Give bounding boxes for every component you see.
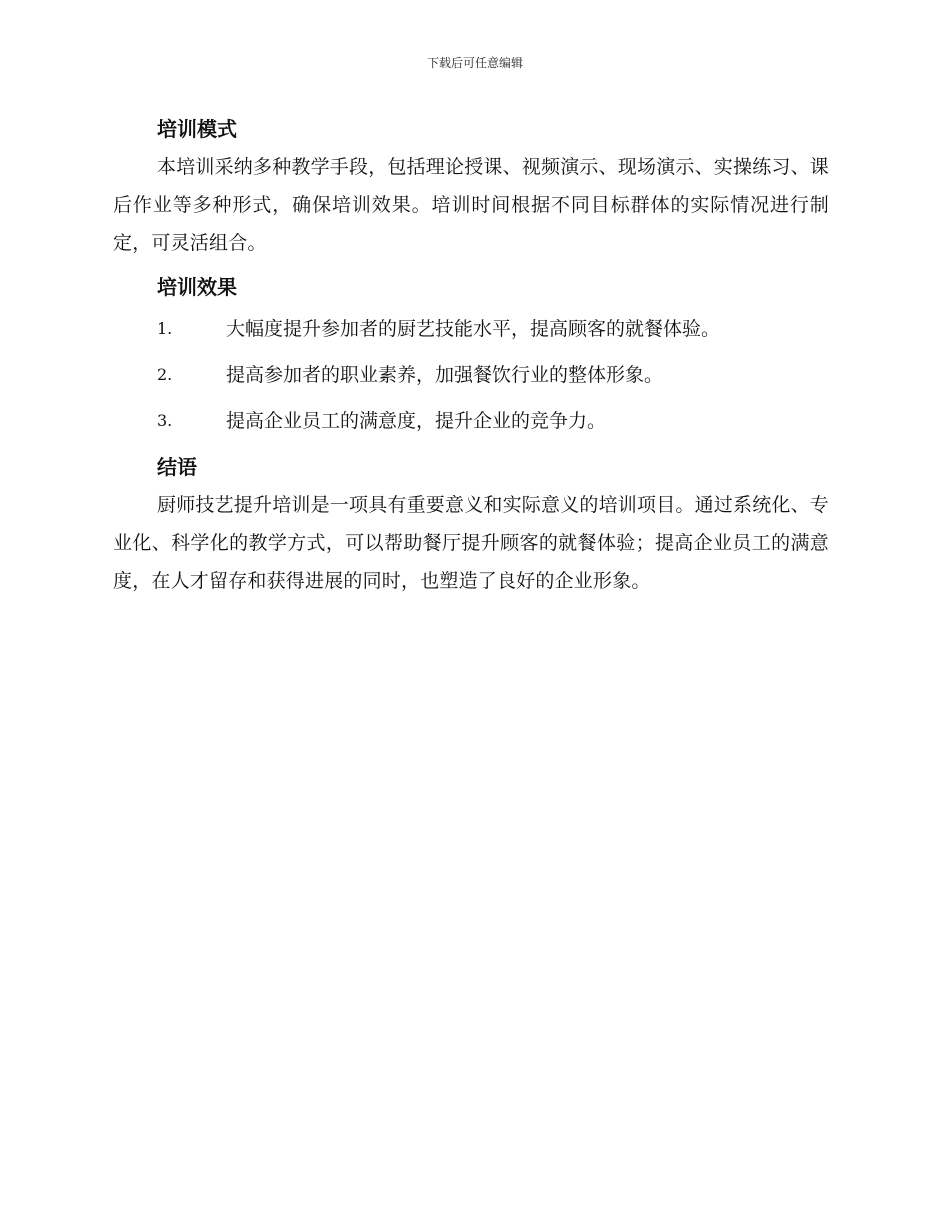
list-item-text: 提高参加者的职业素养，加强餐饮行业的整体形象。: [226, 364, 664, 386]
section-heading-training-results: 培训效果: [157, 275, 237, 299]
results-list: [113, 306, 829, 444]
list-item-text: 提高企业员工的满意度，提升企业的竞争力。: [226, 410, 607, 432]
document-body: [113, 110, 829, 606]
paragraph-training-mode: 本培训采纳多种教学手段，包括理论授课、视频演示、现场演示、实操练习、课后作业等多种形式，确保培训效果。培训时间根据不同目标群体的实际情况进行制定，可灵活组合。: [113, 156, 830, 254]
list-item: [113, 352, 829, 398]
section-heading-training-mode: 培训模式: [157, 117, 237, 141]
paragraph-conclusion: 厨师技艺提升培训是一项具有重要意义和实际意义的培训项目。通过系统化、专业化、科学化的教学方式，可以帮助餐厅提升顾客的就餐体验；提高企业员工的满意度，在人才留存和获得进展的同时，也塑造了良好的企业形象。: [113, 494, 830, 592]
list-item-number: 3.: [157, 411, 173, 430]
section-heading-conclusion: 结语: [157, 455, 197, 479]
list-item: [113, 398, 829, 444]
page-header: 下载后可任意编辑: [426, 56, 523, 70]
list-item-text: 大幅度提升参加者的厨艺技能水平，提高顾客的就餐体验。: [226, 318, 721, 340]
list-item: [113, 306, 829, 352]
list-item-number: 2.: [157, 365, 173, 384]
list-item-number: 1.: [157, 319, 173, 338]
